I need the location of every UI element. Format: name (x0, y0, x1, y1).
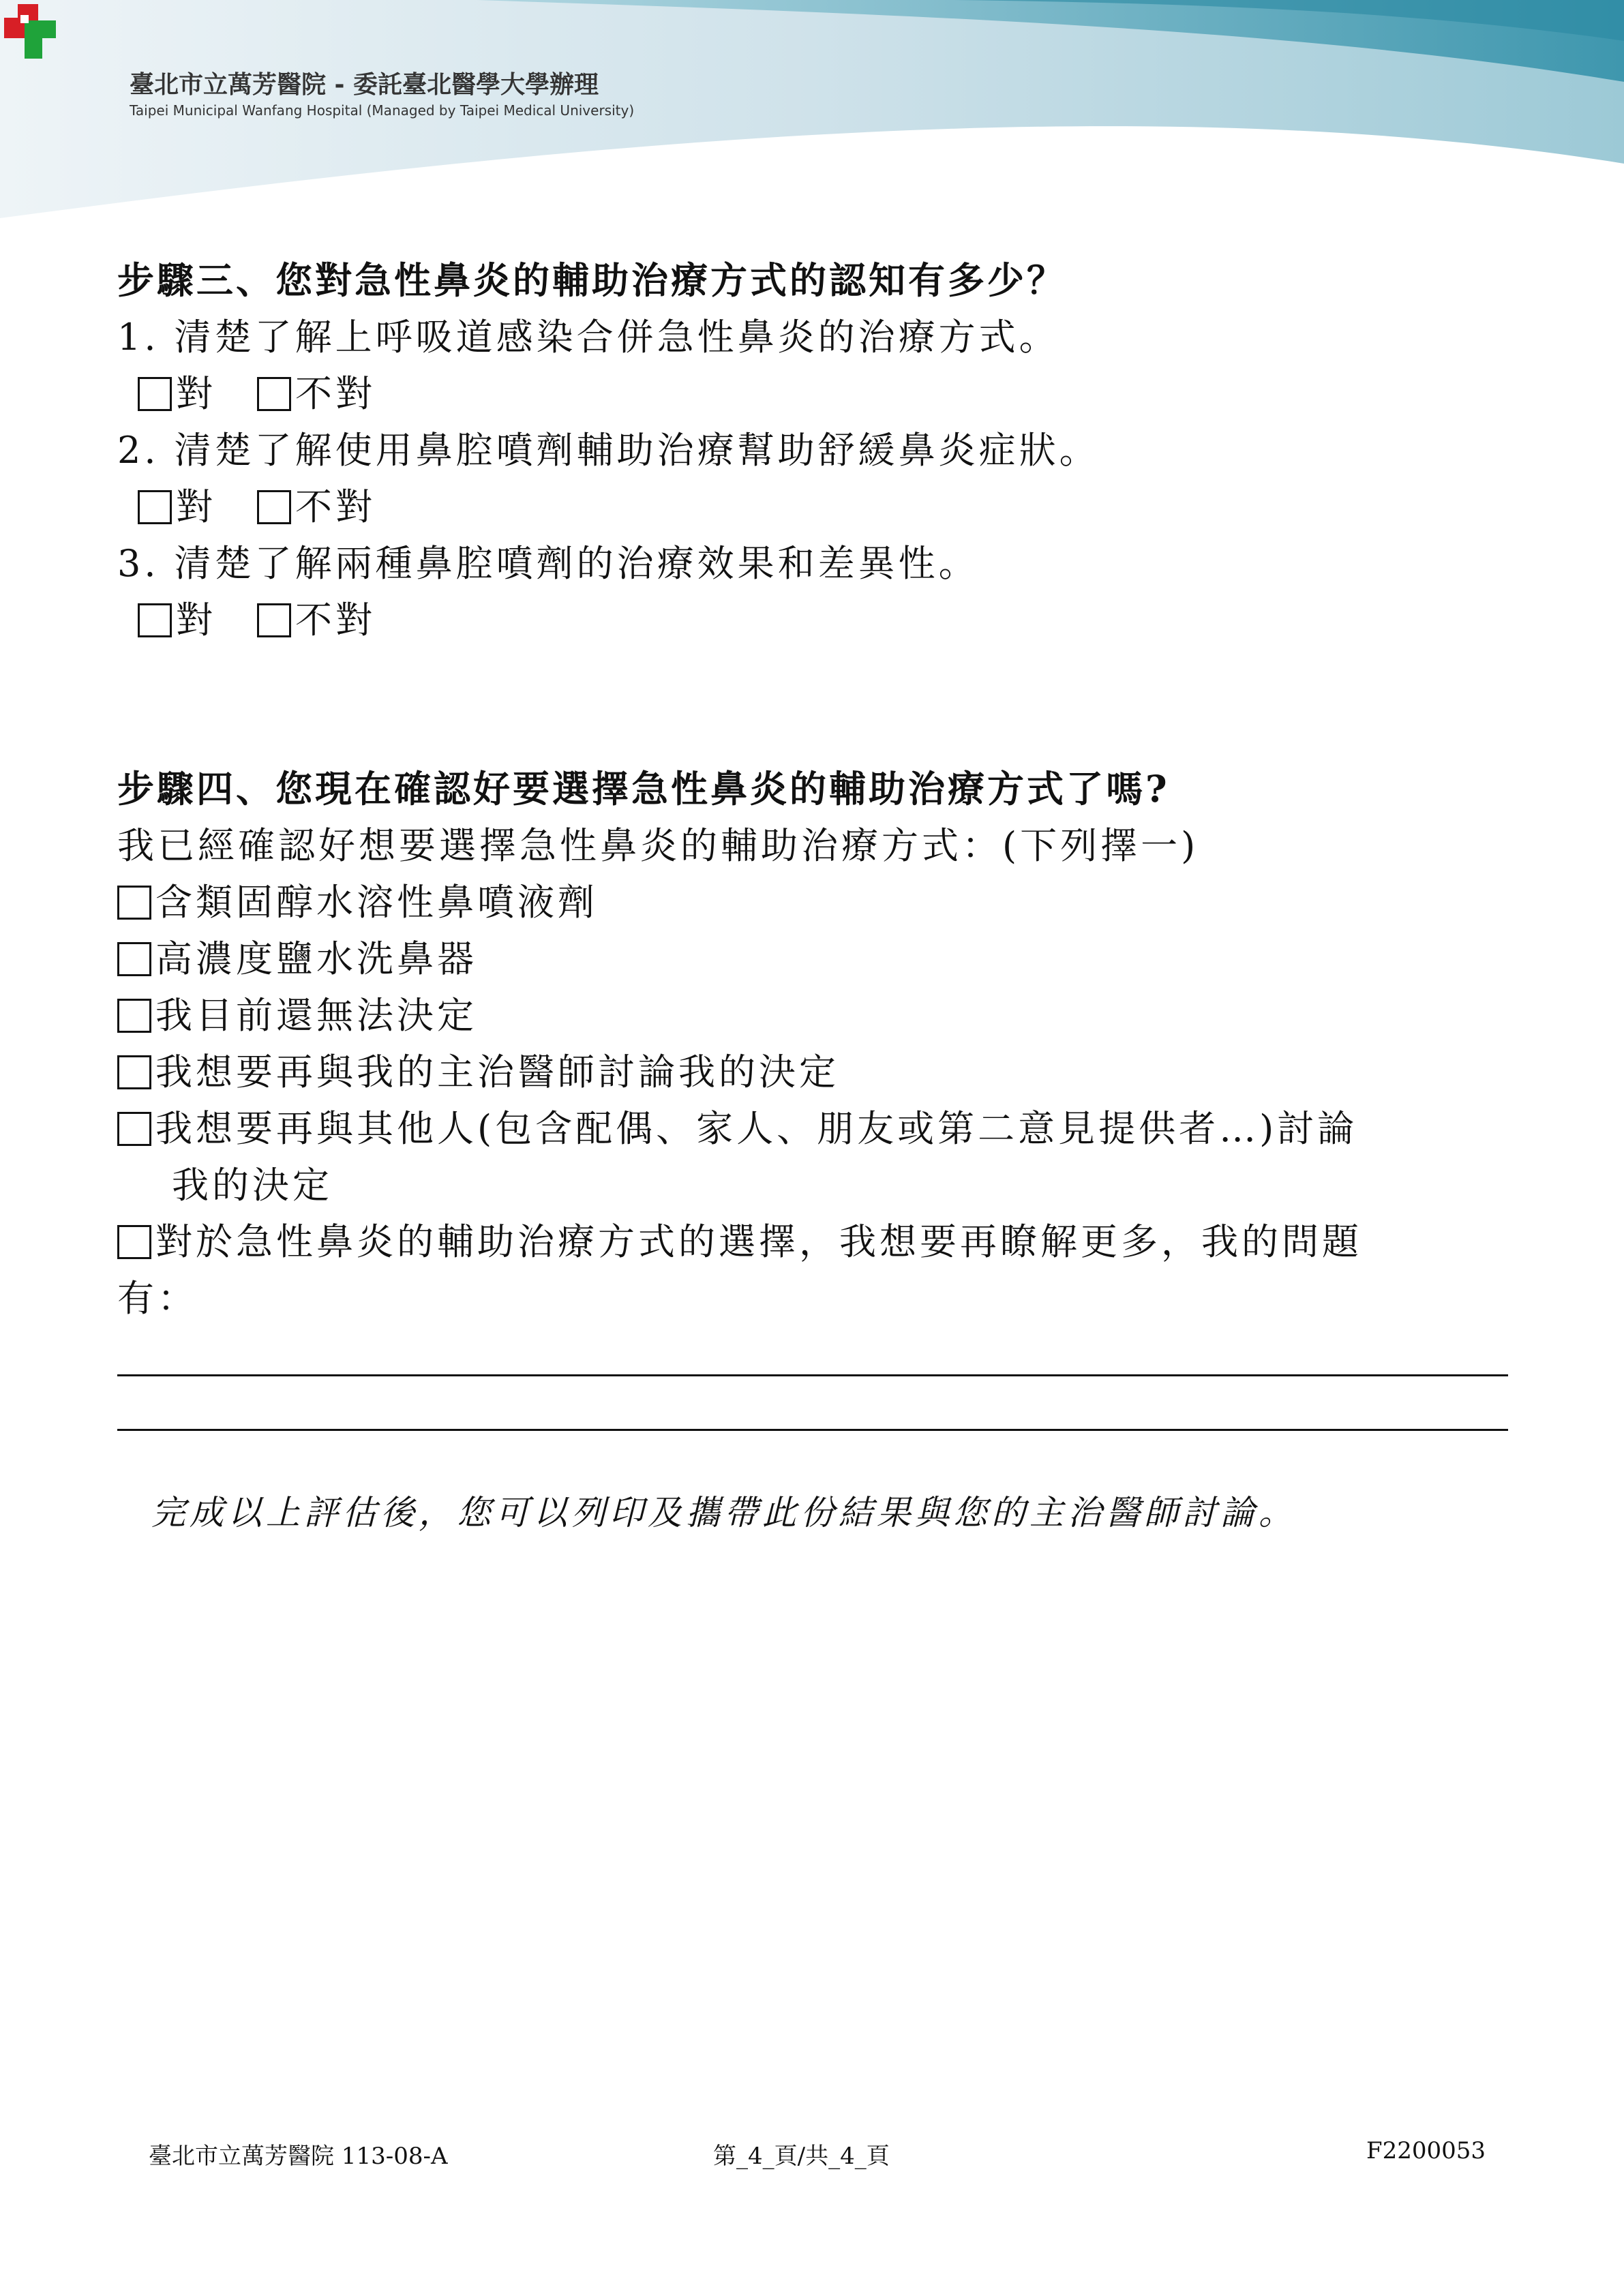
step4-option-1[interactable] (117, 874, 1522, 931)
header-banner (0, 0, 1624, 225)
checkbox[interactable] (257, 603, 291, 637)
step3-q2-options (117, 479, 1522, 535)
checkbox[interactable] (257, 377, 291, 411)
option-label: 不對 (295, 485, 376, 528)
q1-yes-option[interactable] (138, 365, 216, 422)
checkbox[interactable] (138, 377, 172, 411)
step4-intro: 我已經確認好想要選擇急性鼻炎的輔助治療方式：(下列擇一) (117, 824, 1199, 867)
step4-option-6-continuation: 有： (117, 1277, 198, 1320)
q2-yes-option[interactable] (138, 479, 216, 535)
step3-q1-options (117, 365, 1522, 422)
step4-option-5-continuation: 我的決定 (172, 1164, 333, 1207)
step4-option-3[interactable] (117, 987, 1522, 1044)
completion-note: 完成以上評估後，您可以列印及攜帶此份結果與您的主治醫師討論。 (151, 1493, 1297, 1532)
checkbox[interactable] (117, 942, 151, 976)
q2-no-option[interactable] (257, 479, 376, 535)
step3-heading: 步驟三、您對急性鼻炎的輔助治療方式的認知有多少？ (117, 258, 1066, 302)
step3-question-2: 2. 清楚了解使用鼻腔噴劑輔助治療幫助舒緩鼻炎症狀。 (117, 429, 1100, 472)
option-label: 對 (176, 485, 216, 528)
option-label: 我想要再與其他人(包含配偶、家人、朋友或第二意見提供者…)討論 (155, 1107, 1358, 1150)
step4-heading: 步驟四、您現在確認好要選擇急性鼻炎的輔助治療方式了嗎? (117, 767, 1170, 811)
option-label: 不對 (295, 372, 376, 415)
answer-line-2[interactable] (117, 1429, 1508, 1431)
checkbox[interactable] (138, 490, 172, 524)
form-content (117, 252, 1522, 1535)
q3-no-option[interactable] (257, 592, 376, 648)
option-label: 我目前還無法決定 (155, 994, 477, 1037)
q3-yes-option[interactable] (138, 592, 216, 648)
hospital-logo (0, 0, 63, 63)
answer-line-1[interactable] (117, 1374, 1508, 1376)
q1-no-option[interactable] (257, 365, 376, 422)
step4-option-4[interactable] (117, 1044, 1522, 1100)
footer-hospital-code: 臺北市立萬芳醫院 113-08-A (149, 2143, 448, 2170)
option-label: 不對 (295, 599, 376, 641)
checkbox[interactable] (117, 886, 151, 920)
step3-question-3: 3. 清楚了解兩種鼻腔噴劑的治療效果和差異性。 (117, 542, 979, 585)
step4-option-6[interactable] (117, 1213, 1522, 1270)
step4-option-2[interactable] (117, 931, 1522, 987)
option-label: 高濃度鹽水洗鼻器 (155, 937, 477, 980)
checkbox[interactable] (117, 999, 151, 1033)
checkbox[interactable] (117, 1055, 151, 1089)
checkbox[interactable] (117, 1225, 151, 1259)
footer-page-number: 第_4_頁/共_4_頁 (713, 2143, 890, 2170)
option-label: 對於急性鼻炎的輔助治療方式的選擇，我想要再瞭解更多，我的問題 (155, 1220, 1362, 1263)
option-label: 對 (176, 372, 216, 415)
step3-q3-options (117, 592, 1522, 648)
option-label: 對 (176, 599, 216, 641)
option-label: 含類固醇水溶性鼻噴液劑 (155, 881, 598, 924)
step4-option-5[interactable] (117, 1100, 1522, 1157)
step3-question-1: 1. 清楚了解上呼吸道感染合併急性鼻炎的治療方式。 (117, 316, 1059, 359)
footer-form-code: F2200053 (1366, 2137, 1486, 2164)
hospital-name-zh: 臺北市立萬芳醫院 - 委託臺北醫學大學辦理 (130, 71, 599, 99)
checkbox[interactable] (117, 1112, 151, 1146)
checkbox[interactable] (138, 603, 172, 637)
option-label: 我想要再與我的主治醫師討論我的決定 (155, 1051, 839, 1093)
checkbox[interactable] (257, 490, 291, 524)
hospital-name-en: Taipei Municipal Wanfang Hospital (Managed by Taipei Medical University) (130, 102, 635, 119)
